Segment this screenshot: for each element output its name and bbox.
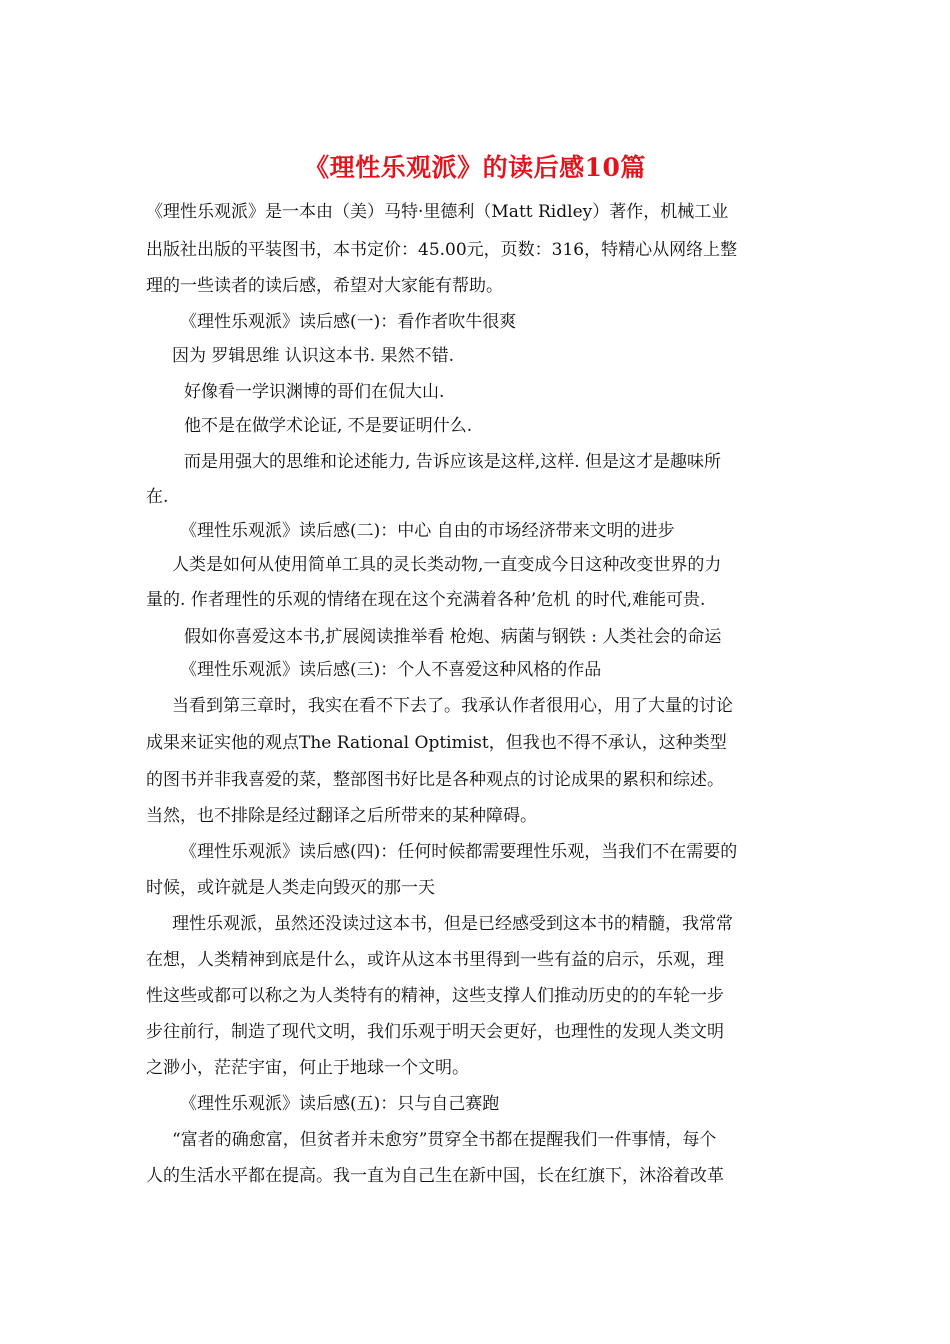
paragraph-line: 在想，人类精神到底是什么，或许从这本书里得到一些有益的启示，乐观，理 (146, 950, 724, 970)
paragraph-line: 因为 罗辑思维 认识这本书. 果然不错. (172, 346, 455, 366)
document-title: 《理性乐观派》的读后感10篇 (304, 153, 646, 182)
review-heading-1: 《理性乐观派》读后感(一)：看作者吹牛很爽 (180, 312, 517, 332)
review-heading-4: 《理性乐观派》读后感(四)：任何时候都需要理性乐观，当我们不在需要的 (180, 842, 738, 862)
paragraph-line: 性这些或都可以称之为人类特有的精神，这些支撑人们推动历史的的车轮一步 (146, 986, 724, 1006)
intro-line-3: 理的一些读者的读后感，希望对大家能有帮助。 (146, 276, 503, 296)
paragraph-line: 好像看一学识渊博的哥们在侃大山. (184, 382, 445, 402)
intro-line-2: 出版社出版的平装图书，本书定价：45.00元，页数：316，特精心从网络上整 (146, 240, 738, 260)
paragraph-line: 人的生活水平都在提高。我一直为自己生在新中国，长在红旗下，沐浴着改革 (146, 1166, 724, 1186)
paragraph-line: 在. (146, 487, 169, 507)
paragraph-line: 成果来证实他的观点The Rational Optimist，但我也不得不承认，这种类型 (146, 733, 727, 753)
paragraph-line: 之渺小，茫茫宇宙，何止于地球一个文明。 (146, 1058, 469, 1078)
paragraph-line: 的图书并非我喜爱的菜，整部图书好比是各种观点的讨论成果的累积和综述。 (146, 770, 724, 790)
paragraph-line: 他不是在做学术论证, 不是要证明什么. (184, 416, 473, 436)
review-heading-5: 《理性乐观派》读后感(五)：只与自己赛跑 (180, 1094, 500, 1114)
review-heading-2: 《理性乐观派》读后感(二)：中心 自由的市场经济带来文明的进步 (180, 521, 675, 541)
paragraph-line: 当看到第三章时，我实在看不下去了。我承认作者很用心，用了大量的讨论 (172, 696, 733, 716)
paragraph-line: 当然，也不排除是经过翻译之后所带来的某种障碍。 (146, 806, 537, 826)
paragraph-line: 量的. 作者理性的乐观的情绪在现在这个充满着各种’危机 的时代,难能可贵. (146, 590, 706, 610)
paragraph-line: 而是用强大的思维和论述能力, 告诉应该是这样,这样. 但是这才是趣味所 (184, 452, 722, 472)
paragraph-line: 人类是如何从使用简单工具的灵长类动物,一直变成今日这种改变世界的力 (172, 555, 722, 575)
review-heading-4-cont: 时候，或许就是人类走向毁灭的那一天 (146, 878, 435, 898)
intro-line-1: 《理性乐观派》是一本由（美）马特·里德利（Matt Ridley）著作，机械工业 (146, 202, 729, 222)
paragraph-line: 步往前行，制造了现代文明，我们乐观于明天会更好，也理性的发现人类文明 (146, 1022, 724, 1042)
paragraph-line: 假如你喜爱这本书,扩展阅读推举看 枪炮、病菌与钢铁 : 人类社会的命运 (184, 627, 722, 647)
review-heading-3: 《理性乐观派》读后感(三)：个人不喜爱这种风格的作品 (180, 660, 602, 680)
paragraph-line: “富者的确愈富，但贫者并未愈穷”贯穿全书都在提醒我们一件事情，每个 (172, 1130, 717, 1150)
paragraph-line: 理性乐观派，虽然还没读过这本书，但是已经感受到这本书的精髓，我常常 (172, 914, 733, 934)
